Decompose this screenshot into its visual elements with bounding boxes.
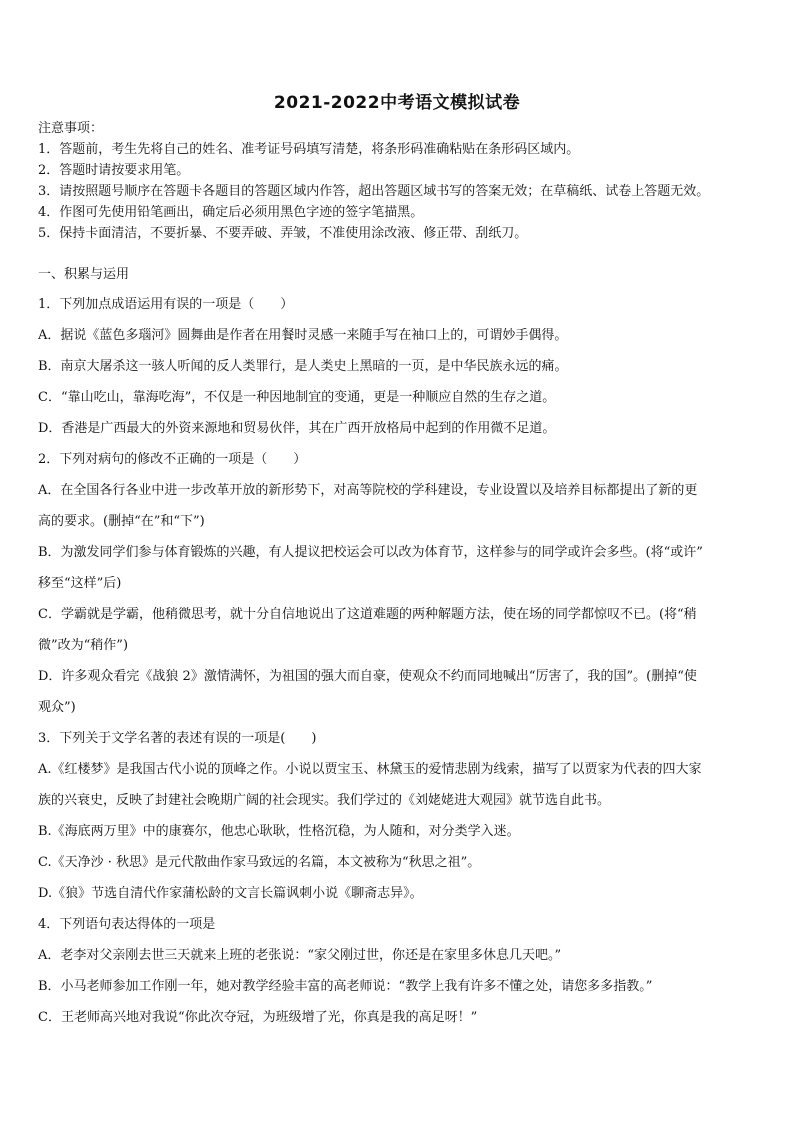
notice-item: 4．作图可先使用铅笔画出，确定后必须用黑色字迹的签字笔描黑。 bbox=[38, 205, 424, 220]
notice-item: 3．请按照题号顺序在答题卡各题目的答题区域内作答，超出答题区域书写的答案无效；在草稿纸、试卷上答题无效。 bbox=[38, 184, 710, 199]
option-line: 高的要求。(删掉“在”和“下”) bbox=[38, 514, 205, 529]
option-line: C.《天净沙 · 秋思》是元代散曲作家马致远的名篇，本文被称为“秋思之祖”。 bbox=[38, 855, 481, 870]
notice-item: 1．答题前，考生先将自己的姓名、准考证号码填写清楚，将条形码准确粘贴在条形码区域内。 bbox=[38, 142, 580, 157]
question-stem: 1．下列加点成语运用有误的一项是（ ） bbox=[38, 297, 294, 312]
notice-item: 2．答题时请按要求用笔。 bbox=[38, 163, 190, 178]
option-line: 微”改为“稍作”) bbox=[38, 638, 129, 653]
notice-block bbox=[38, 118, 768, 244]
option-line: C．“靠山吃山，靠海吃海”，不仅是一种因地制宜的变通，更是一种顺应自然的生存之道。 bbox=[38, 390, 556, 405]
option-line: B.《海底两万里》中的康赛尔，他忠心耿耿，性格沉稳，为人随和，对分类学入迷。 bbox=[38, 824, 520, 839]
option-line: B．小马老师参加工作刚一年，她对教学经验丰富的高老师说：“教学上我有许多不懂之处，请您多多指教。” bbox=[38, 979, 653, 994]
section-heading: 一、积累与运用 bbox=[38, 267, 130, 282]
notice-item: 5．保持卡面清洁，不要折暴、不要弄破、弄皱，不准使用涂改液、修正带、刮纸刀。 bbox=[38, 226, 528, 241]
option-line: A．据说《蓝色多瑙河》圆舞曲是作者在用餐时灵感一来随手写在袖口上的，可谓妙手偶得。 bbox=[38, 328, 568, 343]
question-list bbox=[38, 289, 763, 1033]
question-stem: 2．下列对病句的修改不正确的一项是（ ） bbox=[38, 452, 307, 467]
option-line: D．许多观众看完《战狼 2》激情满怀，为祖国的强大而自豪，使观众不约而同地喊出“厉害了，我的国”。(删掉“使 bbox=[38, 669, 697, 684]
option-line: D．香港是广西最大的外资来源地和贸易伙伴，其在广西开放格局中起到的作用微不足道。 bbox=[38, 421, 556, 436]
option-line: 移至“这样”后) bbox=[38, 576, 122, 591]
option-line: B．为激发同学们参与体育锻炼的兴趣，有人提议把校运会可以改为体育节，这样参与的同学或许会多些。(将“或许” bbox=[38, 545, 703, 560]
page-title: 2021-2022中考语文模拟试卷 bbox=[273, 93, 521, 113]
question-stem: 4．下列语句表达得体的一项是 bbox=[38, 917, 216, 932]
option-line: D.《狼》节选自清代作家蒲松龄的文言长篇讽刺小说《聊斋志异》。 bbox=[38, 886, 423, 901]
option-line: A．老李对父亲刚去世三天就来上班的老张说：“家父刚过世，你还是在家里多休息几天吧。” bbox=[38, 948, 562, 963]
option-line: B．南京大屠杀这一骇人听闻的反人类罪行，是人类史上黑暗的一页，是中华民族永远的痛。 bbox=[38, 359, 568, 374]
option-line: A．在全国各行各业中进一步改革开放的新形势下，对高等院校的学科建设，专业设置以及培养目标都提出了新的更 bbox=[38, 483, 698, 498]
notice-heading: 注意事项： bbox=[38, 121, 104, 136]
option-line: 观众”) bbox=[38, 700, 76, 715]
option-line: A.《红楼梦》是我国古代小说的顶峰之作。小说以贾宝玉、林黛玉的爱情悲剧为线索，描写了以贾家为代表的四大家 bbox=[38, 762, 702, 777]
option-line: C．学霸就是学霸，他稍微思考，就十分自信地说出了这道难题的两种解题方法，使在场的同学都惊叹不已。(将“稍 bbox=[38, 607, 697, 622]
option-line: 族的兴衰史，反映了封建社会晚期广阔的社会现实。我们学过的《刘姥姥进大观园》就节选自此书。 bbox=[38, 793, 611, 808]
option-line: C．王老师高兴地对我说“你此次夺冠，为班级增了光，你真是我的高足呀！” bbox=[38, 1010, 478, 1025]
question-stem: 3．下列关于文学名著的表述有误的一项是( ) bbox=[38, 731, 317, 746]
